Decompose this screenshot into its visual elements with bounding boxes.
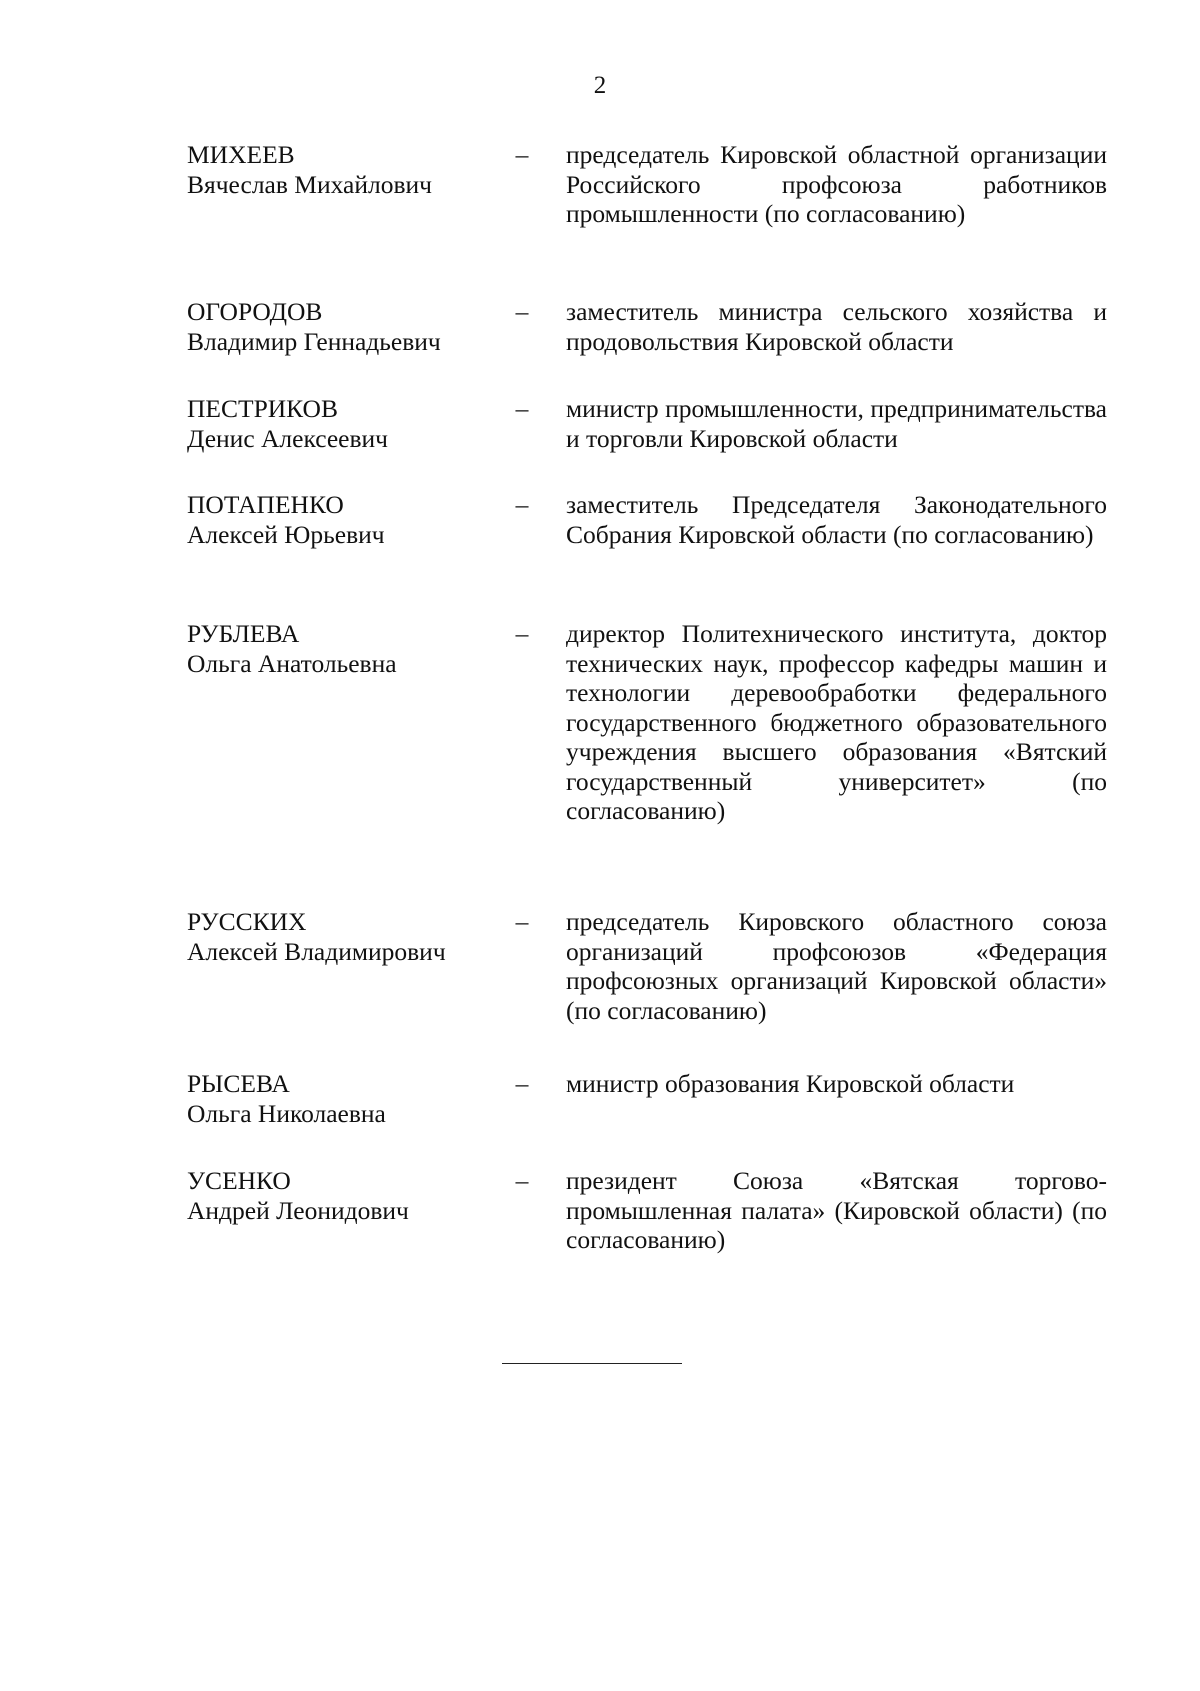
member-surname: ОГОРОДОВ xyxy=(187,297,323,326)
member-position: председатель Кировского областного союза организаций профсоюзов «Федерация профсоюзных организаций Кировской области» (по согласованию) xyxy=(566,907,1107,1025)
member-position: председатель Кировской областной организации Российского профсоюза работников промышленности (по согласованию) xyxy=(566,140,1107,228)
separator-dash: – xyxy=(515,907,529,936)
member-position: президент Союза «Вятская торгово-промышленная палата» (Кировской области) (по согласованию) xyxy=(566,1166,1107,1254)
member-name xyxy=(187,619,497,678)
member-given-names: Владимир Геннадьевич xyxy=(187,326,441,356)
separator-dash: – xyxy=(515,297,529,326)
member-given-names: Ольга Анатольевна xyxy=(187,648,397,678)
separator-dash: – xyxy=(515,1069,529,1098)
member-given-names: Алексей Юрьевич xyxy=(187,519,385,549)
member-name xyxy=(187,490,497,549)
end-of-list-rule xyxy=(502,1363,682,1364)
member-surname: РУССКИХ xyxy=(187,907,307,936)
separator-dash: – xyxy=(515,1166,529,1195)
member-name xyxy=(187,140,497,199)
member-position: министр промышленности, предпринимательства и торговли Кировской области xyxy=(566,394,1107,453)
member-position: заместитель министра сельского хозяйства и продовольствия Кировской области xyxy=(566,297,1107,356)
member-given-names: Андрей Леонидович xyxy=(187,1195,409,1225)
member-position: министр образования Кировской области xyxy=(566,1069,1015,1098)
page-number: 2 xyxy=(593,72,607,99)
member-surname: ПОТАПЕНКО xyxy=(187,490,344,519)
member-name xyxy=(187,297,497,356)
member-position: заместитель Председателя Законодательного Собрания Кировской области (по согласованию) xyxy=(566,490,1107,549)
member-given-names: Алексей Владимирович xyxy=(187,936,446,966)
member-given-names: Ольга Николаевна xyxy=(187,1098,386,1128)
separator-dash: – xyxy=(515,490,529,519)
member-surname: МИХЕЕВ xyxy=(187,140,295,169)
member-surname: ПЕСТРИКОВ xyxy=(187,394,338,423)
member-surname: УСЕНКО xyxy=(187,1166,291,1195)
member-surname: РЫСЕВА xyxy=(187,1069,290,1098)
member-name xyxy=(187,394,497,453)
separator-dash: – xyxy=(515,394,529,423)
member-surname: РУБЛЕВА xyxy=(187,619,300,648)
member-given-names: Вячеслав Михайлович xyxy=(187,169,432,199)
member-position: директор Политехнического института, доктор технических наук, профессор кафедры машин и технологии деревообработки федерального государственного бюджетного образовательного учреждения высшего образования «Вятский государственный университет» (по согласованию) xyxy=(566,619,1107,825)
member-name xyxy=(187,907,497,966)
separator-dash: – xyxy=(515,619,529,648)
member-given-names: Денис Алексеевич xyxy=(187,423,388,453)
separator-dash: – xyxy=(515,140,529,169)
member-name xyxy=(187,1166,497,1225)
member-name xyxy=(187,1069,497,1128)
